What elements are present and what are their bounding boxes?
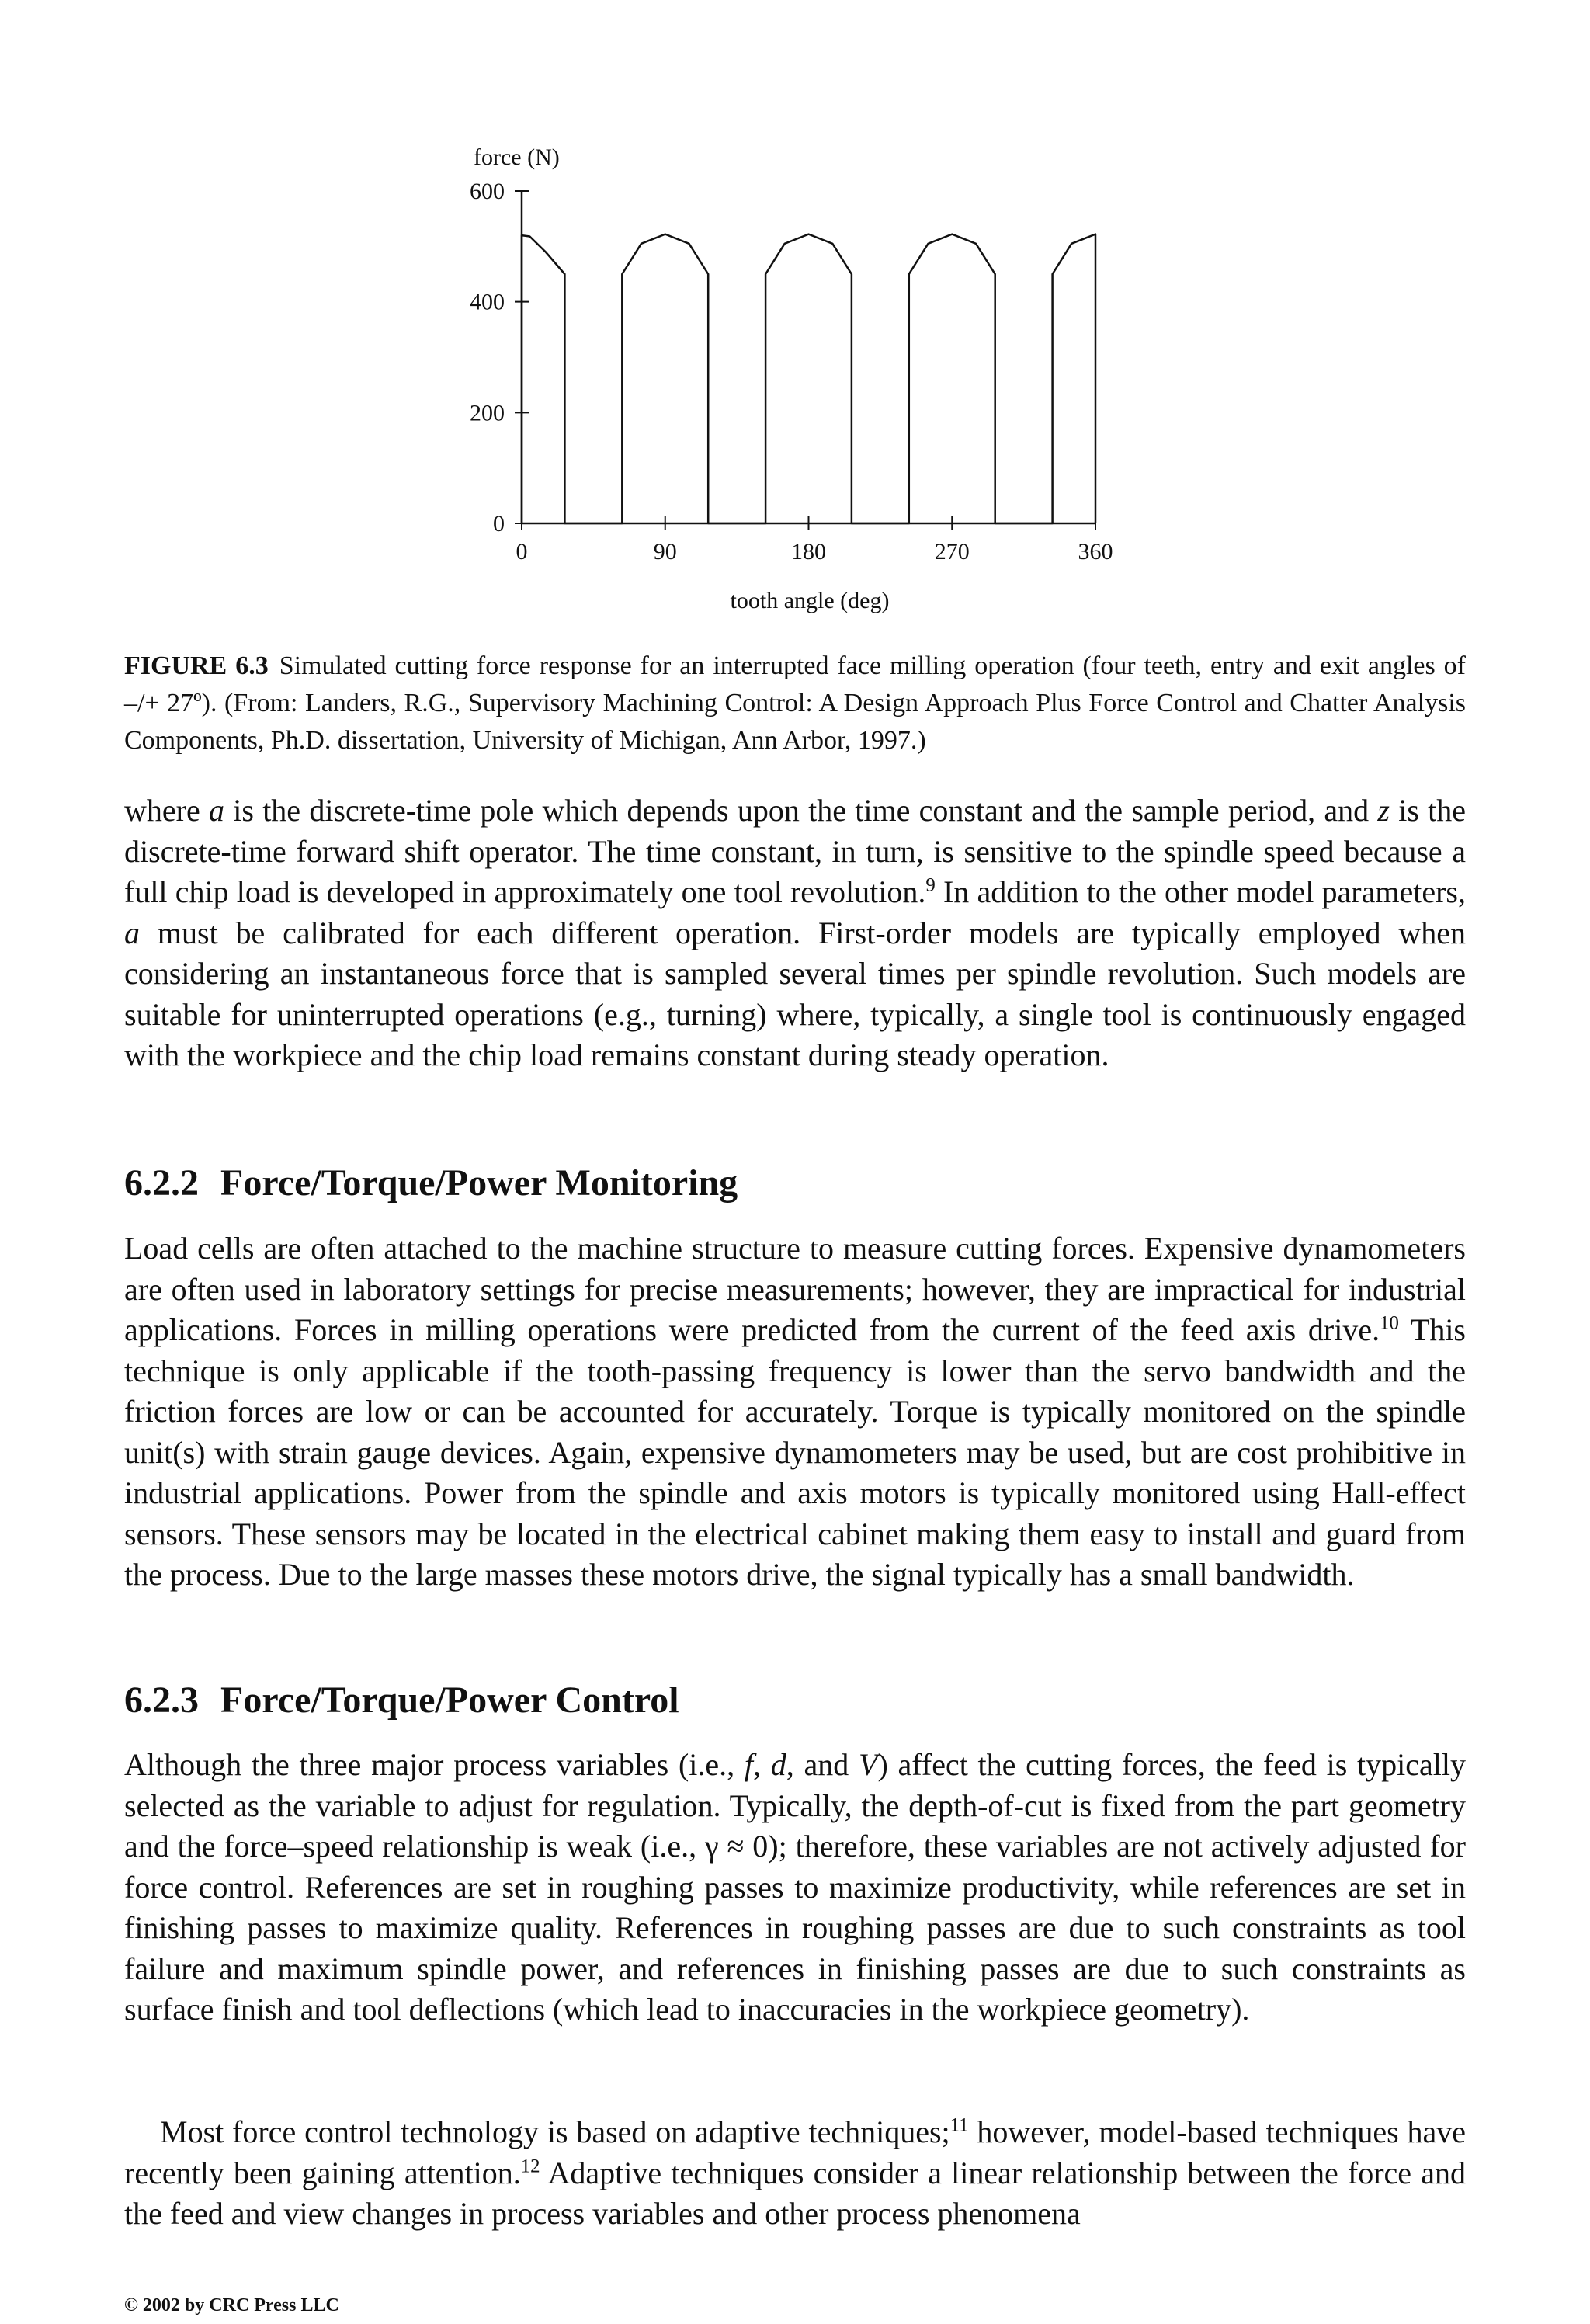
y-tick-label: 200 — [470, 400, 505, 426]
reference-9: 9 — [925, 874, 936, 896]
x-tick-label: 90 — [653, 539, 677, 564]
copyright-footer: © 2002 by CRC Press LLC — [124, 2295, 339, 2315]
x-tick-label: 270 — [934, 539, 970, 564]
x-axis-label: tooth angle (deg) — [730, 588, 890, 613]
figure-label: FIGURE 6.3 — [124, 651, 269, 680]
reference-11: 11 — [949, 2114, 969, 2136]
y-tick-label: 400 — [470, 289, 505, 315]
chart-axes — [522, 191, 1095, 523]
x-tick-label: 0 — [516, 539, 528, 564]
x-tick-label: 360 — [1078, 539, 1113, 564]
paragraph-monitoring: Load cells are often attached to the machine structure to measure cutting forces. Expensive dynamometers are often used in laboratory settings for precise measurements; however, they are impractical for industrial applications. Forces in milling operations were predicted from the current of the feed axis drive.$^{10}$ This technique is only applicable if the tooth-passing frequency is lower than the servo bandwidth and the friction forces are low or can be accounted for accurately. Torque is typically monitored on the spindle unit(s) with strain gauge devices. Again, expensive dynamometers may be used, but are cost prohibitive in industrial applications. Power from the spindle and axis motors is typically monitored using Hall-effect sensors. These sensors may be located in the electrical cabinet making them easy to install and guard from the process. Due to the large masses these motors drive, the signal typically has a small bandwidth. — [124, 1231, 1466, 1592]
figure-caption-text: Simulated cutting force response for an interrupted face milling operation (four teeth, entry and exit angles of –/+ 27º). (From: Landers, R.G., Supervisory Machining Control: A Design Approach Plus Force Control and Chatter Analysis Components, Ph.D. dissertation, University of Michigan, Ann Arbor, 1997.) — [124, 651, 1466, 755]
section-heading-6-2-2: 6.2.2 Force/Torque/Power Monitoring — [124, 1162, 738, 1204]
x-tick-label: 180 — [791, 539, 826, 564]
y-tick-label: 600 — [470, 179, 505, 204]
force-chart — [0, 0, 1590, 637]
paragraph-adaptive: Most force control technology is based on adaptive techniques;$^{11}$ however, model-based techniques have recently been gaining attention.$^{12}$ Adaptive techniques consider a linear relationship between the force and the feed and view changes in process variables and other process phenomena — [124, 2114, 1466, 2231]
reference-12: 12 — [520, 2156, 540, 2177]
y-tick-label: 0 — [493, 511, 505, 537]
reference-10: 10 — [1380, 1312, 1399, 1334]
figure-caption — [124, 648, 1466, 759]
chart-ticks — [470, 179, 1113, 564]
y-axis-label: force (N) — [474, 144, 560, 170]
force-series-line — [522, 234, 1095, 523]
chart-series — [522, 234, 1095, 523]
paragraph-control: Although the three major process variables (i.e., f, d, and V) affect the cutting forces, the feed is typically selected as the variable to adjust for regulation. Typically, the depth-of-cut is fixed from the part geometry and the force–speed relationship is weak (i.e., γ ≈ 0); therefore, these variables are not actively adjusted for force control. References are set in roughing passes to maximize productivity, while references are set in finishing passes to maximize quality. References in roughing passes are due to such constraints as tool failure and maximum spindle power, and references in finishing passes are due to such constraints as surface finish and tool deflections (which lead to inaccuracies in the workpiece geometry). — [124, 1747, 1467, 2027]
paragraph-model-pole: where a is the discrete-time pole which depends upon the time constant and the sample period, and z is the discrete-time forward shift operator. The time constant, in turn, is sensitive to the spindle speed because a full chip load is developed in approximately one tool revolution.$^9$ In addition to the other model parameters, a must be calibrated for each different operation. First-order models are typically employed when considering an instantaneous force that is sampled several times per spindle revolution. Such models are suitable for uninterrupted operations (e.g., turning) where, typically, a single tool is continuously engaged with the workpiece and the chip load remains constant during steady operation. — [124, 793, 1467, 1072]
section-heading-6-2-3: 6.2.3 Force/Torque/Power Control — [124, 1680, 679, 1721]
